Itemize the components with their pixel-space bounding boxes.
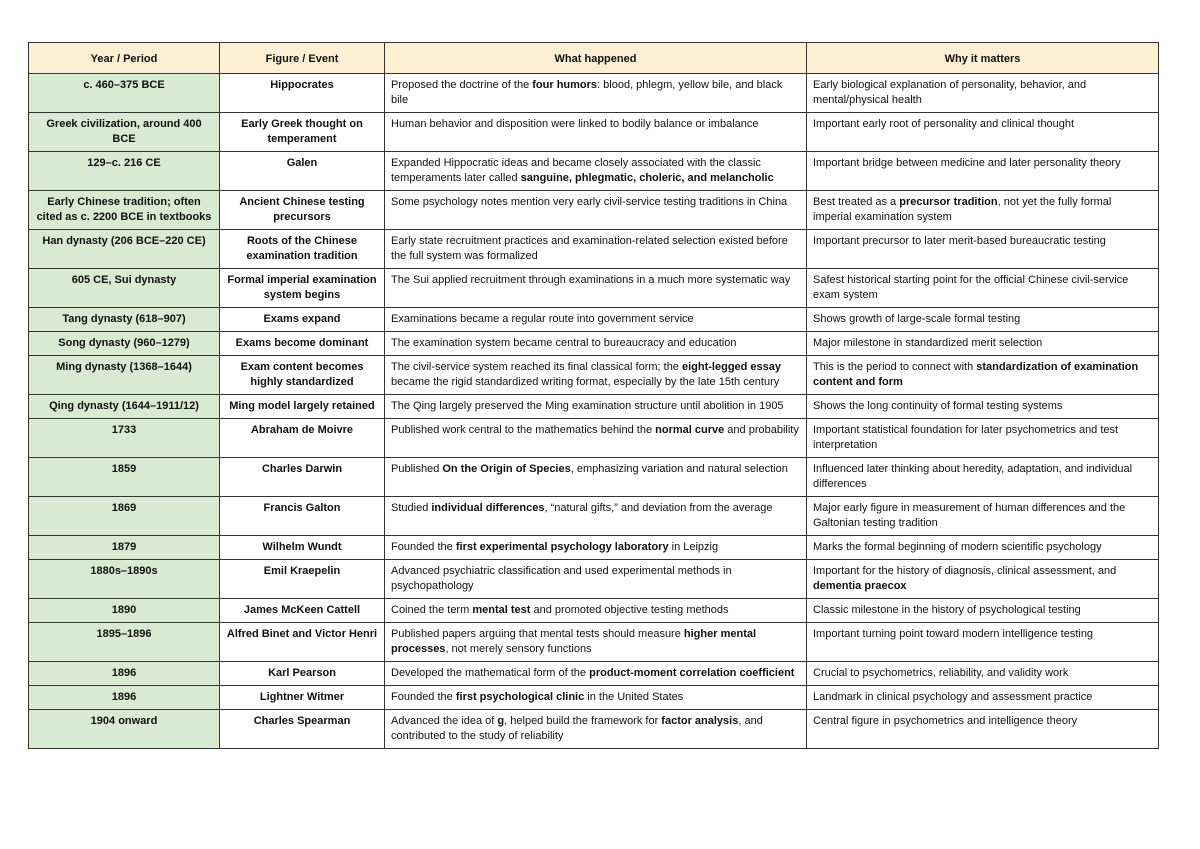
cell-what-happened	[385, 686, 807, 710]
table-row	[29, 662, 1159, 686]
text-run: Safest historical starting point for the official Chinese civil-service exam system	[813, 274, 1129, 301]
cell-year: 129–c. 216 CE	[29, 152, 220, 191]
text-run: Central figure in psychometrics and intelligence theory	[813, 715, 1078, 727]
cell-figure: Alfred Binet and Victor Henri	[220, 623, 385, 662]
cell-figure: Exams expand	[220, 308, 385, 332]
table-row	[29, 152, 1159, 191]
text-run: , helped build the framework for	[504, 715, 662, 727]
cell-figure: Emil Kraepelin	[220, 560, 385, 599]
cell-figure: Early Greek thought on temperament	[220, 113, 385, 152]
cell-figure: Galen	[220, 152, 385, 191]
cell-what-happened	[385, 536, 807, 560]
cell-figure: Lightner Witmer	[220, 686, 385, 710]
cell-year: Qing dynasty (1644–1911/12)	[29, 395, 220, 419]
table-row	[29, 332, 1159, 356]
text-run: Major milestone in standardized merit selection	[813, 337, 1043, 349]
header-row	[29, 43, 1159, 74]
text-run: , not yet the fully formal imperial examination system	[813, 196, 1112, 223]
text-run: Expanded Hippocratic ideas and became closely associated with the classic temperaments later called	[391, 157, 761, 184]
table-row	[29, 113, 1159, 152]
text-run: , not merely sensory functions	[445, 643, 592, 655]
text-run: and probability	[724, 424, 799, 436]
cell-what-happened	[385, 230, 807, 269]
cell-year: Han dynasty (206 BCE–220 CE)	[29, 230, 220, 269]
cell-what-happened	[385, 599, 807, 623]
cell-figure: James McKeen Cattell	[220, 599, 385, 623]
table-row	[29, 230, 1159, 269]
table-row	[29, 560, 1159, 599]
cell-year: Early Chinese tradition; often cited as c. 2200 BCE in textbooks	[29, 191, 220, 230]
cell-what-happened	[385, 332, 807, 356]
header-figure: Figure / Event	[220, 43, 385, 74]
cell-why-it-matters	[807, 74, 1159, 113]
cell-what-happened	[385, 74, 807, 113]
cell-year: 1904 onward	[29, 710, 220, 749]
text-run: Important bridge between medicine and later personality theory	[813, 157, 1121, 169]
table-row	[29, 497, 1159, 536]
text-run: Human behavior and disposition were linked to bodily balance or imbalance	[391, 118, 759, 130]
cell-what-happened	[385, 152, 807, 191]
bold-text-run: sanguine, phlegmatic, choleric, and melancholic	[520, 172, 774, 184]
cell-why-it-matters	[807, 686, 1159, 710]
text-run: Advanced the idea of	[391, 715, 498, 727]
text-run: Coined the term	[391, 604, 473, 616]
text-run: The Qing largely preserved the Ming examination structure until abolition in 1905	[391, 400, 784, 412]
text-run: The Sui applied recruitment through examinations in a much more systematic way	[391, 274, 791, 286]
text-run: Marks the formal beginning of modern scientific psychology	[813, 541, 1102, 553]
cell-year: 1733	[29, 419, 220, 458]
text-run: Influenced later thinking about heredity, adaptation, and individual differences	[813, 463, 1133, 490]
history-timeline-table	[28, 42, 1159, 749]
cell-what-happened	[385, 269, 807, 308]
text-run: Important early root of personality and clinical thought	[813, 118, 1075, 130]
cell-figure: Ming model largely retained	[220, 395, 385, 419]
table-row	[29, 536, 1159, 560]
bold-text-run: factor analysis	[661, 715, 739, 727]
table-row	[29, 458, 1159, 497]
cell-what-happened	[385, 191, 807, 230]
cell-year: 1895–1896	[29, 623, 220, 662]
table-row	[29, 191, 1159, 230]
cell-why-it-matters	[807, 308, 1159, 332]
text-run: The civil-service system reached its final classical form; the	[391, 361, 682, 373]
text-run: Advanced psychiatric classification and used experimental methods in psychopathology	[391, 565, 732, 592]
text-run: , and contributed to the study of reliability	[391, 715, 763, 742]
cell-year: Song dynasty (960–1279)	[29, 332, 220, 356]
cell-what-happened	[385, 710, 807, 749]
text-run: Proposed the doctrine of the	[391, 79, 533, 91]
text-run: Shows the long continuity of formal testing systems	[813, 400, 1063, 412]
cell-figure: Exams become dominant	[220, 332, 385, 356]
cell-what-happened	[385, 497, 807, 536]
cell-why-it-matters	[807, 458, 1159, 497]
cell-what-happened	[385, 113, 807, 152]
text-run: in the United States	[584, 691, 684, 703]
cell-what-happened	[385, 419, 807, 458]
text-run: Best treated as a	[813, 196, 900, 208]
bold-text-run: normal curve	[655, 424, 725, 436]
bold-text-run: higher mental processes	[391, 628, 757, 655]
cell-why-it-matters	[807, 560, 1159, 599]
cell-why-it-matters	[807, 152, 1159, 191]
text-run: This is the period to connect with	[813, 361, 977, 373]
table-row	[29, 269, 1159, 308]
bold-text-run: individual differences	[431, 502, 545, 514]
cell-year: c. 460–375 BCE	[29, 74, 220, 113]
text-run: and promoted objective testing methods	[530, 604, 729, 616]
cell-figure: Abraham de Moivre	[220, 419, 385, 458]
text-run: Examinations became a regular route into government service	[391, 313, 694, 325]
text-run: Founded the	[391, 541, 456, 553]
cell-what-happened	[385, 395, 807, 419]
header-why: Why it matters	[807, 43, 1159, 74]
bold-text-run: eight-legged essay	[681, 361, 782, 373]
table-row	[29, 74, 1159, 113]
cell-year: 1859	[29, 458, 220, 497]
table-row	[29, 710, 1159, 749]
cell-figure: Francis Galton	[220, 497, 385, 536]
cell-why-it-matters	[807, 623, 1159, 662]
text-run: , emphasizing variation and natural selection	[570, 463, 788, 475]
text-run: became the rigid standardized writing format, especially by the late 15th century	[391, 376, 780, 388]
cell-what-happened	[385, 560, 807, 599]
bold-text-run: dementia praecox	[813, 580, 907, 592]
cell-year: Tang dynasty (618–907)	[29, 308, 220, 332]
table-row	[29, 356, 1159, 395]
text-run: Classic milestone in the history of psychological testing	[813, 604, 1081, 616]
text-run: Studied	[391, 502, 432, 514]
cell-why-it-matters	[807, 599, 1159, 623]
text-run: : blood, phlegm, yellow bile, and black bile	[391, 79, 783, 106]
cell-what-happened	[385, 662, 807, 686]
cell-why-it-matters	[807, 419, 1159, 458]
text-run: Important for the history of diagnosis, clinical assessment, and	[813, 565, 1117, 577]
text-run: Early state recruitment practices and examination-related selection existed before the full system was formalized	[391, 235, 788, 262]
cell-why-it-matters	[807, 356, 1159, 395]
table-row	[29, 395, 1159, 419]
text-run: Some psychology notes mention very early civil-service testing traditions in China	[391, 196, 788, 208]
text-run: The examination system became central to bureaucracy and education	[391, 337, 737, 349]
bold-text-run: On the Origin of Species	[442, 463, 571, 475]
cell-figure: Roots of the Chinese examination tradition	[220, 230, 385, 269]
text-run: Founded the	[391, 691, 456, 703]
text-run: Developed the mathematical form of the	[391, 667, 590, 679]
cell-figure: Ancient Chinese testing precursors	[220, 191, 385, 230]
table-body	[29, 74, 1159, 749]
table-row	[29, 308, 1159, 332]
cell-what-happened	[385, 308, 807, 332]
cell-year: 1880s–1890s	[29, 560, 220, 599]
cell-why-it-matters	[807, 497, 1159, 536]
text-run: Published	[391, 463, 443, 475]
cell-what-happened	[385, 356, 807, 395]
table-row	[29, 686, 1159, 710]
text-run: Published work central to the mathematics behind the	[391, 424, 656, 436]
text-run: Early biological explanation of personality, behavior, and mental/physical health	[813, 79, 1087, 106]
text-run: Landmark in clinical psychology and assessment practice	[813, 691, 1093, 703]
cell-year: 1879	[29, 536, 220, 560]
text-run: Major early figure in measurement of human differences and the Galtonian testing tradition	[813, 502, 1126, 529]
cell-why-it-matters	[807, 395, 1159, 419]
text-run: Shows growth of large-scale formal testing	[813, 313, 1021, 325]
cell-why-it-matters	[807, 269, 1159, 308]
bold-text-run: first psychological clinic	[455, 691, 585, 703]
cell-figure: Formal imperial examination system begins	[220, 269, 385, 308]
cell-year: 1896	[29, 662, 220, 686]
bold-text-run: mental test	[472, 604, 531, 616]
bold-text-run: precursor tradition	[899, 196, 998, 208]
cell-figure: Charles Spearman	[220, 710, 385, 749]
table-row	[29, 599, 1159, 623]
text-run: Published papers arguing that mental tests should measure	[391, 628, 684, 640]
table-row	[29, 419, 1159, 458]
cell-why-it-matters	[807, 191, 1159, 230]
header-year: Year / Period	[29, 43, 220, 74]
cell-why-it-matters	[807, 662, 1159, 686]
text-run: in Leipzig	[668, 541, 719, 553]
bold-text-run: product-moment correlation coefficient	[589, 667, 795, 679]
bold-text-run: g	[497, 715, 505, 727]
cell-year: Ming dynasty (1368–1644)	[29, 356, 220, 395]
text-run: Important statistical foundation for later psychometrics and test interpretation	[813, 424, 1119, 451]
text-run: Important turning point toward modern intelligence testing	[813, 628, 1094, 640]
cell-figure: Exam content becomes highly standardized	[220, 356, 385, 395]
cell-figure: Hippocrates	[220, 74, 385, 113]
bold-text-run: four humors	[532, 79, 598, 91]
cell-why-it-matters	[807, 113, 1159, 152]
bold-text-run: standardization of examination content and form	[813, 361, 1139, 388]
cell-why-it-matters	[807, 332, 1159, 356]
cell-why-it-matters	[807, 536, 1159, 560]
text-run: , “natural gifts,” and deviation from the average	[544, 502, 773, 514]
cell-year: 605 CE, Sui dynasty	[29, 269, 220, 308]
cell-what-happened	[385, 458, 807, 497]
cell-why-it-matters	[807, 230, 1159, 269]
cell-year: 1890	[29, 599, 220, 623]
cell-figure: Wilhelm Wundt	[220, 536, 385, 560]
text-run: Important precursor to later merit-based bureaucratic testing	[813, 235, 1106, 247]
bold-text-run: first experimental psychology laboratory	[455, 541, 669, 553]
cell-figure: Karl Pearson	[220, 662, 385, 686]
text-run: Crucial to psychometrics, reliability, and validity work	[813, 667, 1069, 679]
cell-what-happened	[385, 623, 807, 662]
cell-year: 1896	[29, 686, 220, 710]
cell-year: Greek civilization, around 400 BCE	[29, 113, 220, 152]
table-row	[29, 623, 1159, 662]
header-what: What happened	[385, 43, 807, 74]
cell-why-it-matters	[807, 710, 1159, 749]
cell-figure: Charles Darwin	[220, 458, 385, 497]
cell-year: 1869	[29, 497, 220, 536]
